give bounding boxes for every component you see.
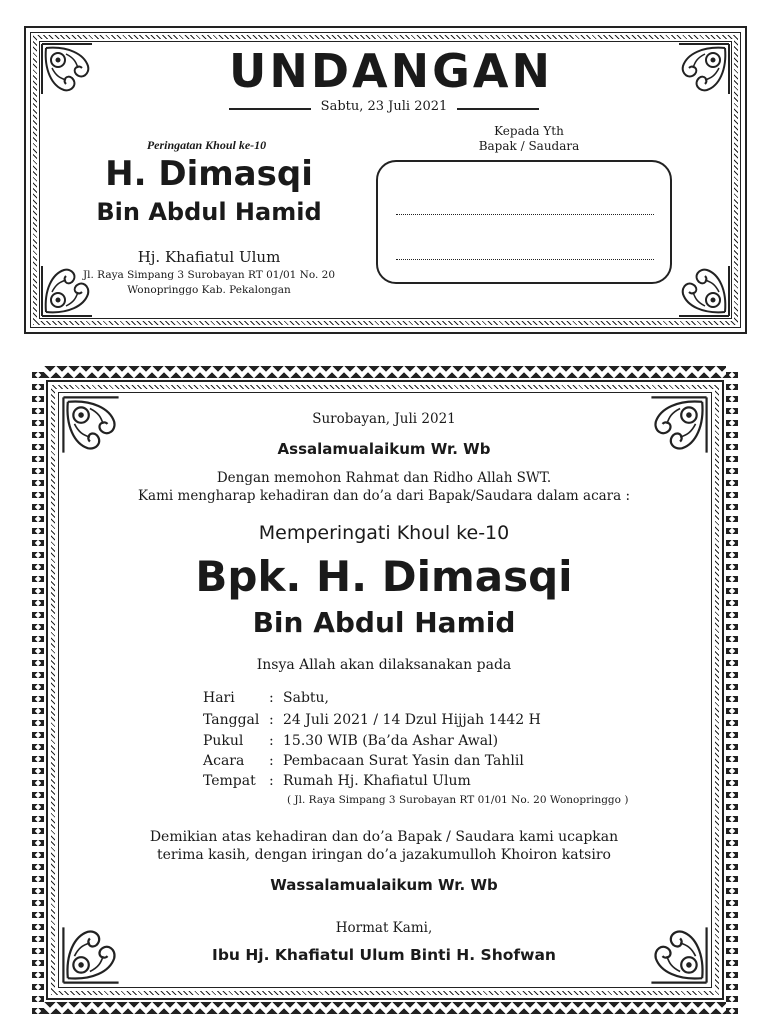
cover-date-line [229,98,539,118]
closing-line2: terima kasih, dengan iringan do’a jazakumulloh Khoiron katsiro [157,847,611,863]
corner-flourish-icon [38,40,96,98]
detail-label: Tanggal [203,712,260,728]
cover-card [24,26,747,334]
border-pattern-right [726,366,738,1014]
detail-colon: : [269,753,274,769]
detail-label: Pukul [203,733,244,749]
place-date: Surobayan, Juli 2021 [312,411,456,427]
recipient-address-box [376,160,672,284]
divider [457,108,539,110]
cover-name: H. Dimasqi [105,154,313,194]
cover-bin: Bin Abdul Hamid [96,198,322,226]
event-title: Memperingati Khoul ke-10 [258,522,510,544]
cover-host: Hj. Khafiatul Ulum [137,248,281,266]
border-pattern-left [32,366,44,1014]
divider [229,108,311,110]
detail-row-event [203,753,524,773]
cover-to-line2: Bapak / Saudara [478,139,580,153]
detail-value: Sabtu, [283,690,329,706]
detail-value: 24 Juli 2021 / 14 Dzul Hijjah 1442 H [283,712,541,728]
corner-flourish-icon [675,40,733,98]
detail-colon: : [269,773,274,789]
detail-row-time [203,733,498,753]
detail-colon: : [269,712,274,728]
place-address: ( Jl. Raya Simpang 3 Surobayan RT 01/01 No. 20 Wonopringgo ) [287,794,629,806]
cover-date: Sabtu, 23 Juli 2021 [320,99,448,114]
address-line [396,214,654,215]
detail-label: Hari [203,690,235,706]
cover-address-line2: Wonopringgo Kab. Pekalongan [127,284,291,296]
honoree-bin: Bin Abdul Hamid [252,606,516,639]
detail-value: 15.30 WIB (Ba’da Ashar Awal) [283,733,499,749]
detail-row-place [203,773,471,793]
address-line [396,259,654,260]
detail-label: Tempat [203,773,256,789]
detail-value: Pembacaan Surat Yasin dan Tahlil [283,753,524,769]
intro-line2: Kami mengharap kehadiran dan do’a dari Bapak/Saudara dalam acara : [137,488,631,504]
greeting: Assalamualaikum Wr. Wb [277,440,491,458]
honoree-name: Bpk. H. Dimasqi [195,552,573,601]
cover-to-line1: Kepada Yth [494,124,564,138]
cover-occasion: Peringatan Khoul ke-10 [146,138,267,152]
corner-flourish-icon [675,262,733,320]
detail-colon: : [269,733,274,749]
invitation-card [32,366,738,1014]
closing-line1: Demikian atas kehadiran dan do’a Bapak / Saudara kami ucapkan [149,829,619,845]
farewell: Wassalamualaikum Wr. Wb [270,876,498,894]
intro-line1: Dengan memohon Rahmat dan Ridho Allah SWT. [216,470,552,486]
will-be-held: Insya Allah akan dilaksanakan pada [256,657,512,673]
signatory: Ibu Hj. Khafiatul Ulum Binti H. Shofwan [212,946,556,964]
detail-label: Acara [203,753,245,769]
detail-row-day [203,690,329,710]
regards: Hormat Kami, [335,920,433,936]
cover-address-line1: Jl. Raya Simpang 3 Surobayan RT 01/01 No. 20 [82,269,336,281]
detail-value: Rumah Hj. Khafiatul Ulum [283,773,471,789]
border-pattern-bottom [32,1002,738,1014]
border-pattern-top [32,366,738,378]
detail-row-date [203,712,541,732]
cover-title: UNDANGAN [229,44,553,98]
detail-colon: : [269,690,274,706]
